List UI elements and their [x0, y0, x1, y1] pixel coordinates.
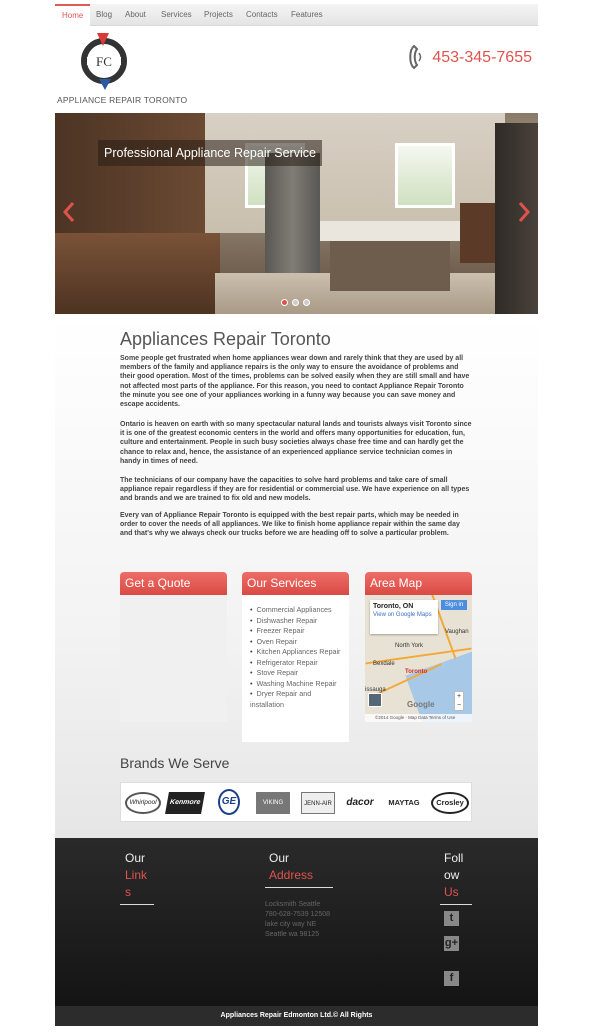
chevron-right-icon[interactable] [518, 201, 530, 223]
map-view-link[interactable]: View on Google Maps [373, 612, 432, 618]
service-item[interactable]: • Freezer Repair [250, 626, 343, 637]
brands-strip [120, 782, 472, 822]
brand-logo-whirlpool: Whirlpool [125, 792, 161, 814]
map-box [365, 572, 472, 722]
page-container [55, 0, 538, 1032]
phone-number[interactable]: 453-345-7655 [432, 49, 532, 66]
brand-logo-jennair: JENN-AIR [301, 792, 335, 814]
footer-divider [265, 887, 333, 888]
main-content [55, 314, 538, 838]
footer-follow-title-line: Us [444, 885, 459, 899]
brand-logo-maytag: MAYTAG [388, 798, 420, 807]
intro-paragraph: Every van of Appliance Repair Toronto is equipped with the best repair parts, which may be needed in order to cover the needs of all appliances. We like to finish home appliance repair within the same day and that's why we always check our trucks before we are heading off to solve a particular problem. [120, 512, 460, 538]
nav-services[interactable]: Services [161, 10, 192, 19]
service-item[interactable]: • Washing Machine Repair [250, 679, 343, 690]
nav-blog[interactable]: Blog [96, 10, 113, 19]
address-line: Seattle wa 98125 [265, 931, 320, 938]
service-item[interactable]: • Dishwasher Repair [250, 616, 343, 627]
brand-logo-dacor: dacor [346, 797, 374, 808]
map-label: North York [395, 643, 424, 649]
map-label: Bexdale [373, 661, 395, 667]
social-glyph: f [449, 972, 454, 984]
phone-block[interactable] [432, 44, 532, 72]
logo-letters: FC [96, 54, 112, 69]
logo-emblem [79, 30, 129, 92]
service-item[interactable]: • Refrigerator Repair [250, 658, 343, 669]
map-google-logo: Google [407, 700, 435, 709]
slider-dot[interactable] [303, 299, 310, 306]
map-label: Vaughan [445, 629, 469, 635]
map-satellite-toggle[interactable] [368, 693, 382, 707]
site-logo[interactable] [79, 30, 129, 92]
twitter-icon[interactable] [444, 911, 459, 926]
service-item[interactable]: • Dryer Repair and installation [250, 689, 343, 710]
slide-image-window [395, 143, 455, 208]
nav-projects[interactable]: Projects [204, 10, 233, 19]
footer-divider [440, 904, 472, 905]
social-glyph: g+ [444, 937, 459, 949]
map-label: issauga [365, 687, 386, 693]
brand-logo-ge: GE [218, 789, 240, 815]
service-item[interactable]: • Stove Repair [250, 668, 343, 679]
footer-follow-title [444, 850, 463, 901]
brands-title: Brands We Serve [120, 755, 230, 771]
map-label: Toronto [405, 669, 428, 675]
address-line: lake city way NE [265, 921, 317, 928]
site-tagline: APPLIANCE REPAIR TORONTO [57, 95, 188, 105]
copyright-bar: Appliances Repair Edmonton Ltd.© All Rights [55, 1006, 538, 1026]
google-plus-icon[interactable] [444, 936, 459, 951]
footer-address-title-line: Our [269, 851, 290, 865]
intro-paragraph: The technicians of our company have the capacities to solve hard problems and take care of small appliance repair regardless if they are for residential or commercial use. We have experience on all types and brands and we are trained to fix old and new models. [120, 477, 470, 503]
nav-about[interactable]: About [125, 10, 146, 19]
slider-dots [281, 299, 315, 307]
map-zoom-control[interactable]: + − [454, 691, 464, 711]
slide-image-island [320, 221, 460, 241]
quote-box [120, 572, 227, 722]
nav-home[interactable]: Home [55, 4, 90, 26]
slide-image-fridge [265, 153, 320, 273]
map-info-card [370, 600, 438, 634]
address-line: Locksmith Seattle [265, 901, 321, 908]
nav-features[interactable]: Features [291, 10, 323, 19]
intro-paragraph: Ontario is heaven on earth with so many spectacular natural lands and tourists always visit Toronto since it is one of the greatest economic centers in the world and offers many opportunities for education, fun, culture and entertainment. People in such busy societies always chase free time and can hardly get the chance to relax and, hence, the assistance of an experienced appliance service technician comes in handy in times of need. [120, 421, 472, 465]
slide-image-island-base [330, 241, 450, 291]
address-line: 780-628-7539 12508 [265, 911, 331, 918]
services-list [242, 595, 349, 710]
footer-follow-title-line: ow [444, 868, 460, 882]
quote-box-title: Get a Quote [120, 572, 227, 595]
phone-icon [408, 44, 426, 70]
footer-address-title-line: Address [269, 868, 314, 882]
chevron-left-icon[interactable] [63, 201, 75, 223]
intro-paragraph: Some people get frustrated when home appliances wear down and rarely think that they are used by all members of the family and appliance repairs is the only way to ensure the avoidance of problems and their good operation. Most of the times, problems can be solved easily when they are still small and have not affected most parts of the appliance. For this reason, you need to contact Appliance Repair Toronto the minute you see one of your appliances working in a funny way because you can save money and escape accidents. [120, 355, 470, 409]
slide-caption: Professional Appliance Repair Service [98, 140, 322, 166]
slide-image-door [495, 123, 538, 314]
brand-logo-crosley: Crosley [431, 792, 469, 814]
slider-dot[interactable] [281, 299, 288, 306]
footer-links-title-line: Our [125, 851, 146, 865]
footer-links-title-line: s [125, 885, 131, 899]
footer-follow-title-line: Foll [444, 851, 464, 865]
services-box-title: Our Services [242, 572, 349, 595]
social-glyph: t [449, 912, 454, 924]
map-signin-button[interactable]: Sign in [441, 600, 467, 610]
footer-address-title [269, 850, 313, 884]
area-map[interactable] [365, 595, 472, 722]
facebook-icon[interactable] [444, 971, 459, 986]
slide-image-counter [55, 233, 220, 314]
service-item[interactable]: • Oven Repair [250, 637, 343, 648]
footer-divider [120, 904, 154, 905]
page-title: Appliances Repair Toronto [120, 329, 331, 349]
service-item[interactable]: • Commercial Appliances [250, 605, 343, 616]
footer-links-title [125, 850, 147, 901]
service-item[interactable]: • Kitchen Appliances Repair [250, 647, 343, 658]
map-box-title: Area Map [365, 572, 472, 595]
services-box [242, 572, 349, 742]
brand-logo-viking: VIKING [256, 792, 290, 814]
slider-dot[interactable] [292, 299, 299, 306]
map-city: Toronto, ON [373, 603, 414, 610]
brand-logo-kenmore: Kenmore [165, 792, 205, 814]
footer-links-title-line: Link [125, 868, 148, 882]
nav-contacts[interactable]: Contacts [246, 10, 278, 19]
hero-slider [55, 113, 538, 314]
map-attribution: ©2014 Google · Map Data Terms of Use [365, 714, 472, 722]
site-footer [55, 838, 538, 1006]
top-nav [55, 4, 538, 26]
